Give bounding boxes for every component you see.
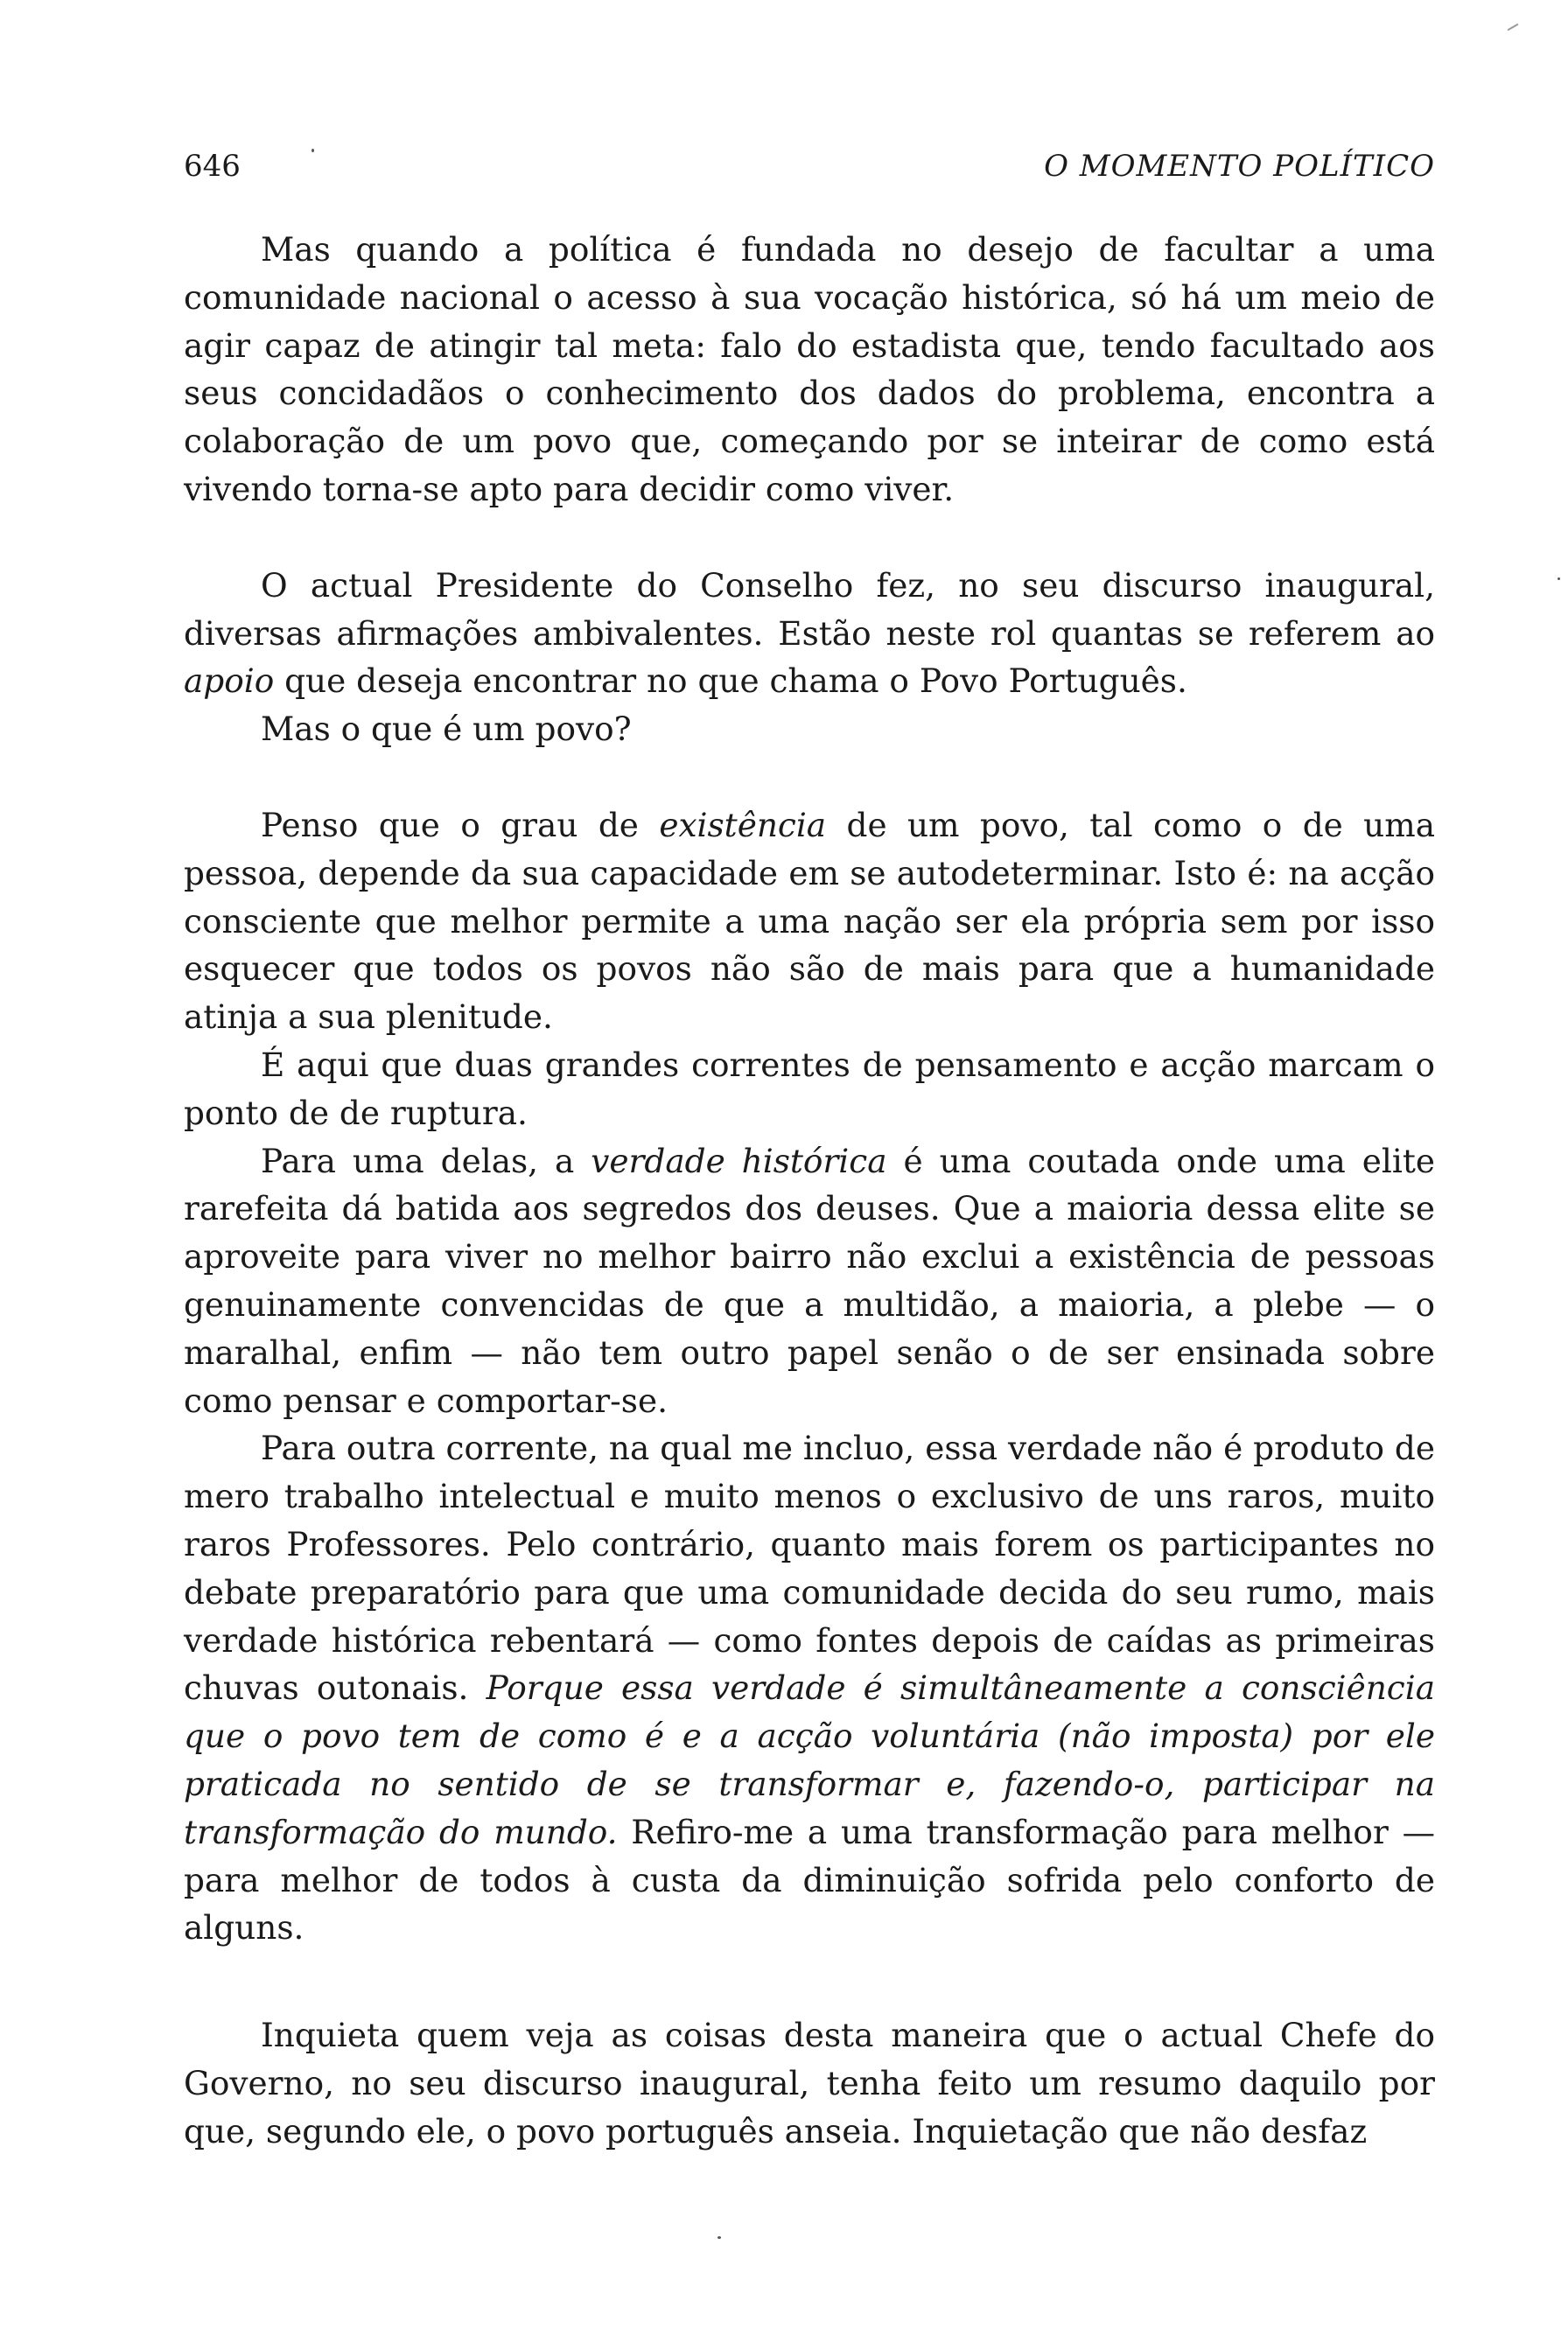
text-run: O actual Presidente do Conselho fez, no seu discurso inaugural, diversas afirmações ambivalentes. Estão neste rol quantas se referem ao — [184, 565, 1435, 653]
text-run: Mas o que é um povo? — [261, 710, 632, 749]
running-title: O MOMENTO POLÍTICO — [1044, 149, 1435, 184]
text-run: Para uma delas, a — [261, 1141, 592, 1180]
paragraph — [184, 1424, 1435, 1952]
text-run: de um povo, tal como o de uma pessoa, depende da sua capacidade em se autodeterminar. Isto é: na acção consciente que melhor permite a uma nação ser ela própria sem por isso esquecer que todos os povos não são de mais para que a humanidade atinja a sua plenitude. — [184, 805, 1435, 1037]
scan-speck — [1558, 577, 1560, 580]
text-run: Para outra corrente, na qual me incluo, essa verdade não é produto de mero trabalho intelectual e muito menos o exclusivo de uns raros, muito raros Professores. Pelo contrário, quanto mais forem os participantes no debate preparatório para que uma comunidade decida do seu rumo, mais verdade histórica rebentará — como fontes depois de caídas as primeiras chuvas outonais. — [184, 1429, 1435, 1708]
paragraph — [184, 2011, 1435, 2155]
page-number: 646 — [184, 149, 241, 184]
text-run: Mas quando a política é fundada no desejo de facultar a uma comunidade nacional o acesso à sua vocação histórica, só há um meio de agir capaz de atingir tal meta: falo do estadista que, tendo facultado aos seus concidadãos o conhecimento dos dados do problema, encontra a colaboração de um povo que, começando por se inteirar de como está vivendo torna-se apto para decidir como viver. — [184, 230, 1435, 508]
page-header — [184, 149, 1435, 192]
italic-text-run: existência — [659, 805, 827, 844]
text-run: Penso que o grau de — [261, 805, 660, 844]
body-text — [184, 226, 1435, 2155]
text-run: Inquieta quem veja as coisas desta maneira que o actual Chefe do Governo, no seu discurso inaugural, tenha feito um resumo daquilo por que, segundo ele, o povo português anseia. Inquietação que não desfaz — [184, 2016, 1435, 2151]
paragraph — [184, 705, 1435, 753]
paragraph — [184, 226, 1435, 514]
text-run: É aqui que duas grandes correntes de pensamento e acção marcam o ponto de de ruptura. — [184, 1045, 1435, 1132]
italic-text-run: verdade histórica — [591, 1141, 887, 1180]
italic-text-run: apoio — [184, 661, 275, 701]
paragraph — [184, 1041, 1435, 1137]
text-run: Refiro-me a uma transformação para melhor — para melhor de todos à custa da diminuição sofrida pelo conforto de alguns. — [184, 1812, 1436, 1948]
text-run: é uma coutada onde uma elite rarefeita dá batida aos segredos dos deuses. Que a maioria dessa elite se aproveite para viver no melhor bairro não exclui a existência de pessoas genuinamente convencidas de que a multidão, a maioria, a plebe — o maralhal, enfim — não tem outro papel senão o de ser ensinada sobre como pensar e comportar-se. — [184, 1141, 1435, 1420]
scan-speck — [718, 2236, 721, 2239]
italic-text-run: Porque essa verdade é simultâneamente a consciência que o povo tem de como é e a acção voluntária (não imposta) por ele praticada no sentido de se transformar e, fazendo-o, participar na transformação do mundo. — [184, 1668, 1435, 1851]
scan-speck — [312, 149, 314, 152]
paragraph — [184, 801, 1435, 1041]
paragraph — [184, 562, 1435, 705]
scan-speck — [1507, 24, 1518, 31]
text-run: que deseja encontrar no que chama o Povo Português. — [274, 661, 1187, 701]
paragraph — [184, 1137, 1435, 1425]
